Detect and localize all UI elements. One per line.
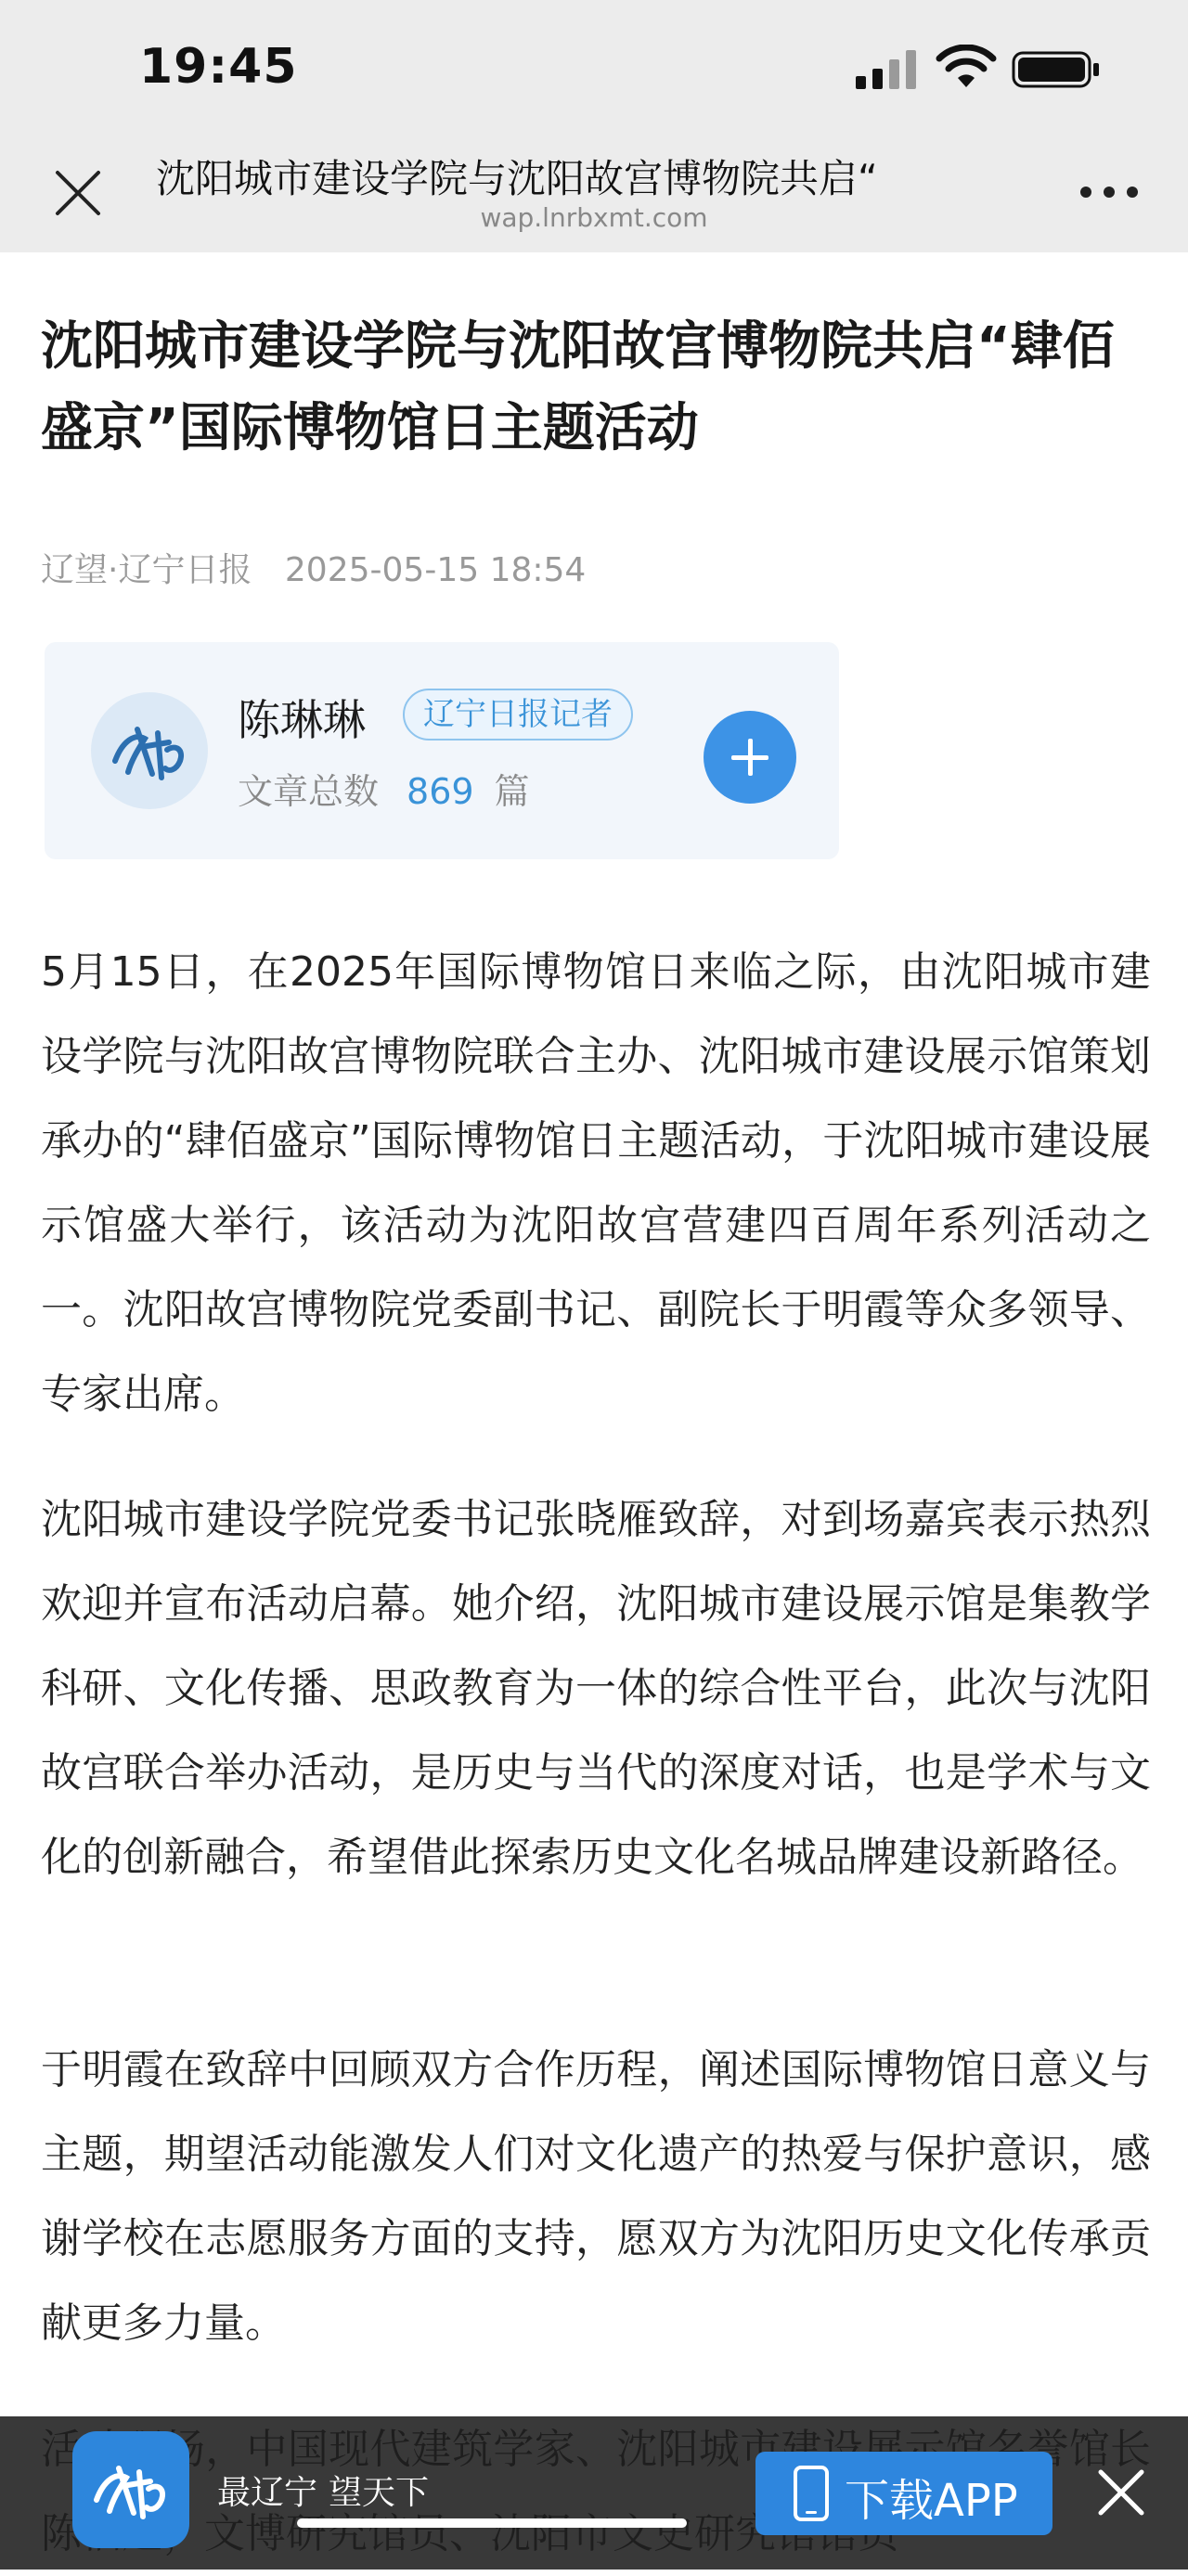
nav-page-title: 沈阳城市建设学院与沈阳故宫博物院共启“ — [156, 156, 878, 201]
status-bar — [0, 0, 1188, 139]
author-card[interactable] — [45, 642, 839, 859]
follow-button[interactable] — [704, 711, 796, 804]
liaowang-logo-icon — [72, 2431, 189, 2548]
author-name: 陈琳琳 — [238, 695, 366, 745]
status-time: 19:45 — [139, 39, 298, 95]
liaowang-logo-icon — [91, 692, 208, 809]
wifi-icon — [936, 45, 997, 89]
article-count-label: 文章总数 — [238, 771, 380, 812]
slogan-part2: 望天下 — [329, 2474, 430, 2512]
article-paragraph: 5月15日，在2025年国际博物馆日来临之际，由沈阳城市建设学院与沈阳故宫博物院联合主办、沈阳城市建设展示馆策划承办的“肆佰盛京”国际博物馆日主题活动，于沈阳城市建设展示馆盛大举行，该活动为沈阳故宫营建四百周年系列活动之一。沈阳故宫博物院党委副书记、副院长于明霞等众多领导、专家出席。 — [41, 948, 1151, 1418]
slogan-part1: 最辽宁 — [217, 2474, 318, 2512]
banner-slogan — [217, 2467, 429, 2514]
nav-url: wap.lnrbxmt.com — [480, 202, 708, 233]
app-download-banner — [0, 2416, 1188, 2570]
article-paragraph: 沈阳城市建设学院党委书记张晓雁致辞，对到场嘉宾表示热烈欢迎并宣布活动启幕。她介绍，沈阳城市建设展示馆是集教学科研、文化传播、思政教育为一体的综合性平台，此次与沈阳故宫联合举办活动，是历史与当代的深度对话，也是学术与文化的创新融合，希望借此探索历史文化名城品牌建设新路径。 — [41, 1496, 1151, 1881]
phone-icon — [793, 2465, 830, 2522]
article-title: 沈阳城市建设学院与沈阳故宫博物院共启“肆佰盛京”国际博物馆日主题活动 — [41, 316, 1115, 458]
browser-nav-bar — [0, 139, 1188, 252]
article-meta — [41, 544, 608, 591]
article-count-unit: 篇 — [494, 771, 530, 812]
download-app-button[interactable] — [755, 2452, 1052, 2535]
download-app-label: 下载APP — [845, 2475, 1018, 2527]
author-avatar[interactable] — [91, 692, 208, 809]
article-source: 辽望·辽宁日报 — [41, 551, 252, 589]
author-stats — [238, 763, 530, 814]
article-count: 869 — [407, 771, 474, 812]
author-badge: 辽宁日报记者 — [403, 689, 633, 741]
home-indicator — [297, 2518, 687, 2528]
cellular-signal-icon — [854, 48, 921, 89]
more-options-icon[interactable] — [1077, 178, 1142, 206]
article-datetime: 2025-05-15 18:54 — [284, 551, 587, 589]
article-paragraph: 于明霞在致辞中回顾双方合作历程，阐述国际博物馆日意义与主题，期望活动能激发人们对文化遗产的热爱与保护意识，感谢学校在志愿服务方面的支持，愿双方为沈阳历史文化传承贡献更多力量。 — [41, 2046, 1151, 2347]
close-banner-icon[interactable] — [1095, 2467, 1147, 2518]
battery-icon — [1012, 50, 1101, 89]
app-logo — [72, 2431, 189, 2548]
